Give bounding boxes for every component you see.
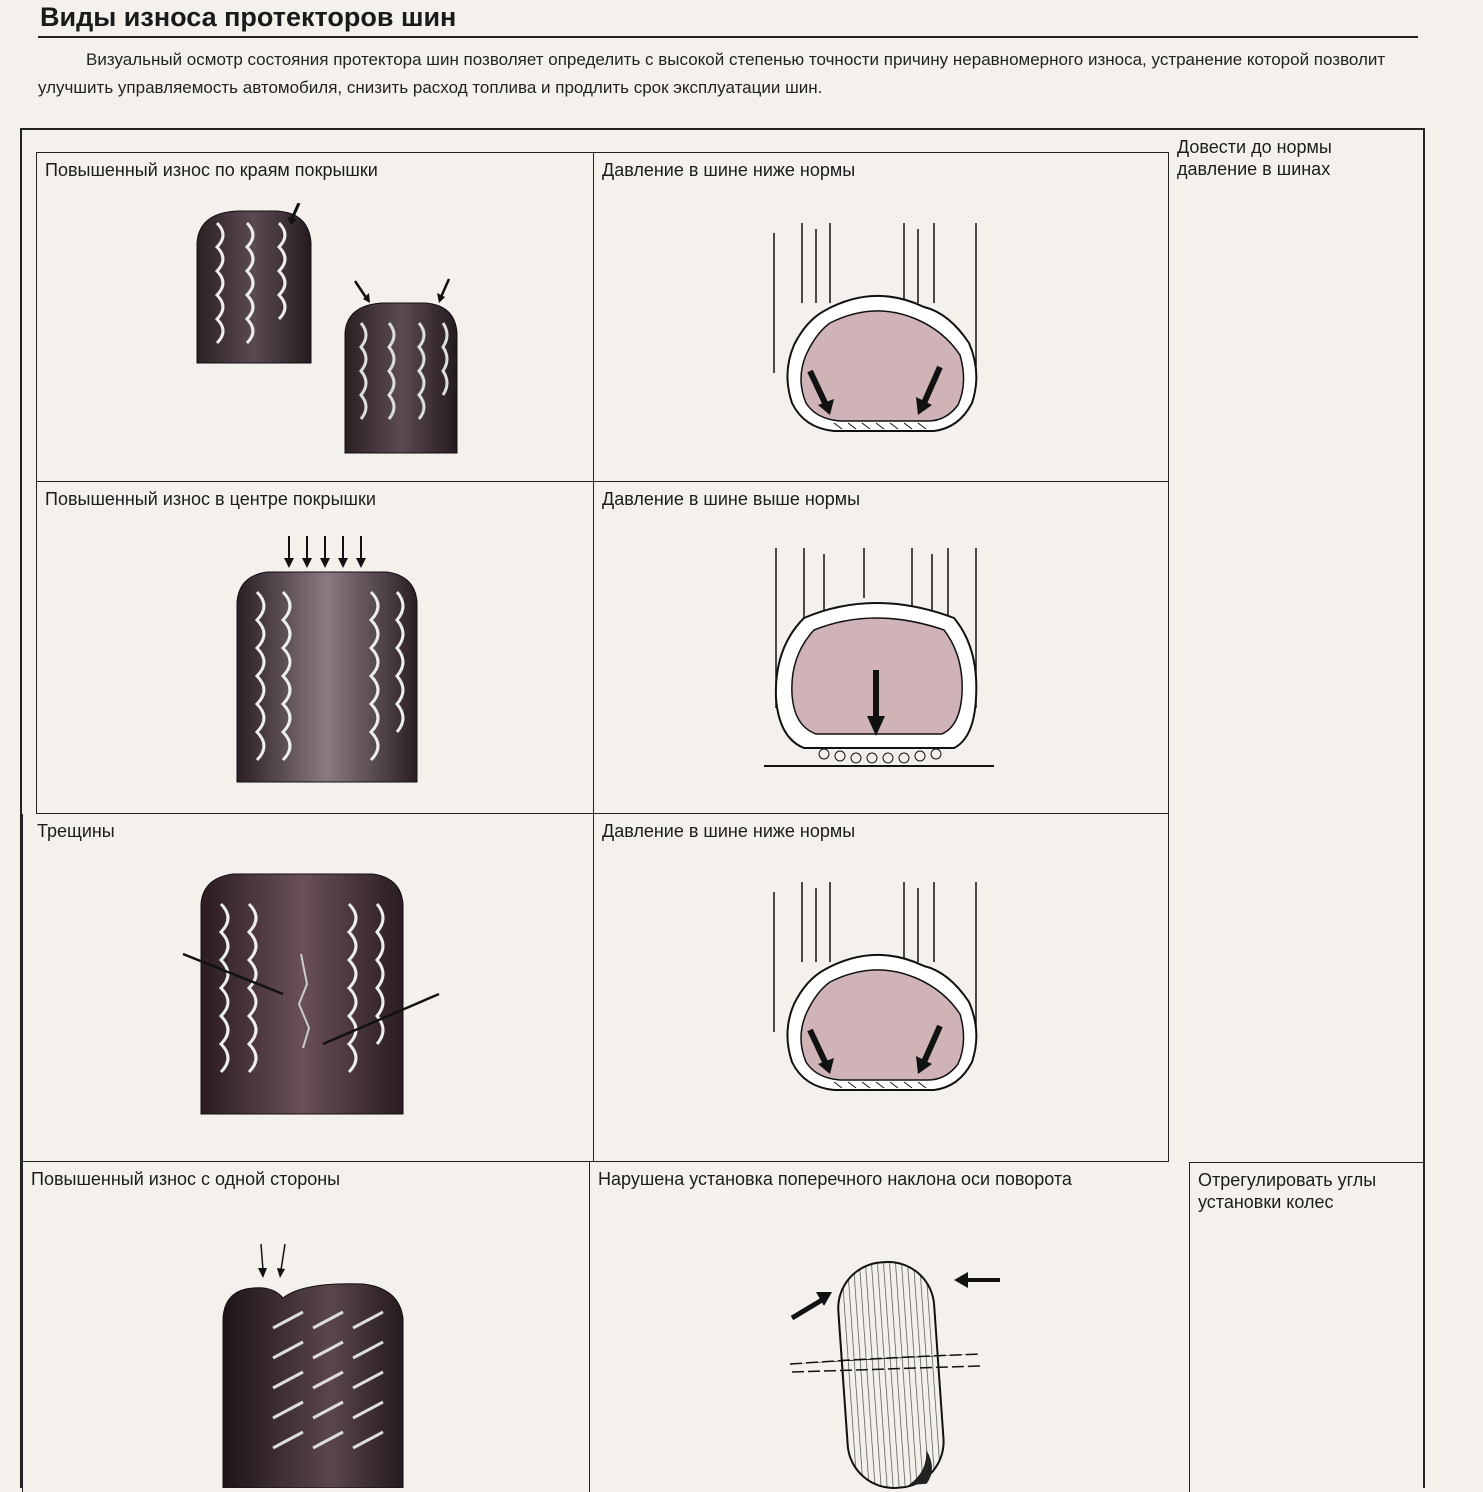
camber-misalignment-icon bbox=[770, 1242, 1010, 1492]
cause-cell-2 bbox=[594, 482, 1169, 814]
cause-cell-4 bbox=[590, 1162, 1190, 1492]
symptom-label-3: Трещины bbox=[37, 821, 115, 841]
title-rule bbox=[38, 36, 1418, 38]
symptom-label-4: Повышенный износ с одной стороны bbox=[31, 1169, 341, 1189]
overinflated-tire-icon bbox=[764, 548, 1004, 788]
cause-label-2: Давление в шине выше нормы bbox=[602, 489, 861, 509]
tire-cracks-icon bbox=[173, 864, 453, 1134]
cause-label-1: Давление в шине ниже нормы bbox=[602, 160, 856, 180]
symptom-cell-4 bbox=[22, 1162, 590, 1492]
underinflated-tire-icon-2 bbox=[764, 882, 1004, 1122]
cause-label-4: Нарушена установка поперечного наклона оси поворота bbox=[598, 1169, 1072, 1189]
page-title: Виды износа протекторов шин bbox=[40, 2, 457, 32]
tire-center-wear-icon bbox=[227, 532, 427, 792]
remedy-cell-4 bbox=[1190, 1162, 1425, 1492]
remedy-label-4: Отрегулировать углы установки колес bbox=[1198, 1170, 1377, 1212]
tire-one-side-wear-icon bbox=[213, 1218, 413, 1488]
cause-label-3: Давление в шине ниже нормы bbox=[602, 821, 856, 841]
underinflated-tire-icon bbox=[764, 223, 1004, 453]
remedy-label-1: Довести до нормы давление в шинах bbox=[1177, 137, 1332, 179]
intro-paragraph: Визуальный осмотр состояния протектора шин позволяет определить с высокой степенью точности причину неравномерного износа, устранение которой позволит улучшить управляемость автомобиля, снизить расход топлива и продлить срок эксплуатации шин. bbox=[38, 50, 1386, 97]
remedy-cell-1 bbox=[1169, 130, 1425, 1162]
cause-cell-3 bbox=[594, 814, 1169, 1162]
symptom-label-2: Повышенный износ в центре покрышки bbox=[45, 489, 376, 509]
symptom-cell-1 bbox=[36, 152, 594, 482]
symptom-label-1: Повышенный износ по краям покрышки bbox=[45, 160, 378, 180]
cause-cell-1 bbox=[594, 152, 1169, 482]
symptom-cell-3 bbox=[22, 814, 594, 1162]
tire-edge-wear-icon bbox=[187, 203, 487, 463]
tire-wear-table bbox=[20, 128, 1425, 1488]
symptom-cell-2 bbox=[36, 482, 594, 814]
